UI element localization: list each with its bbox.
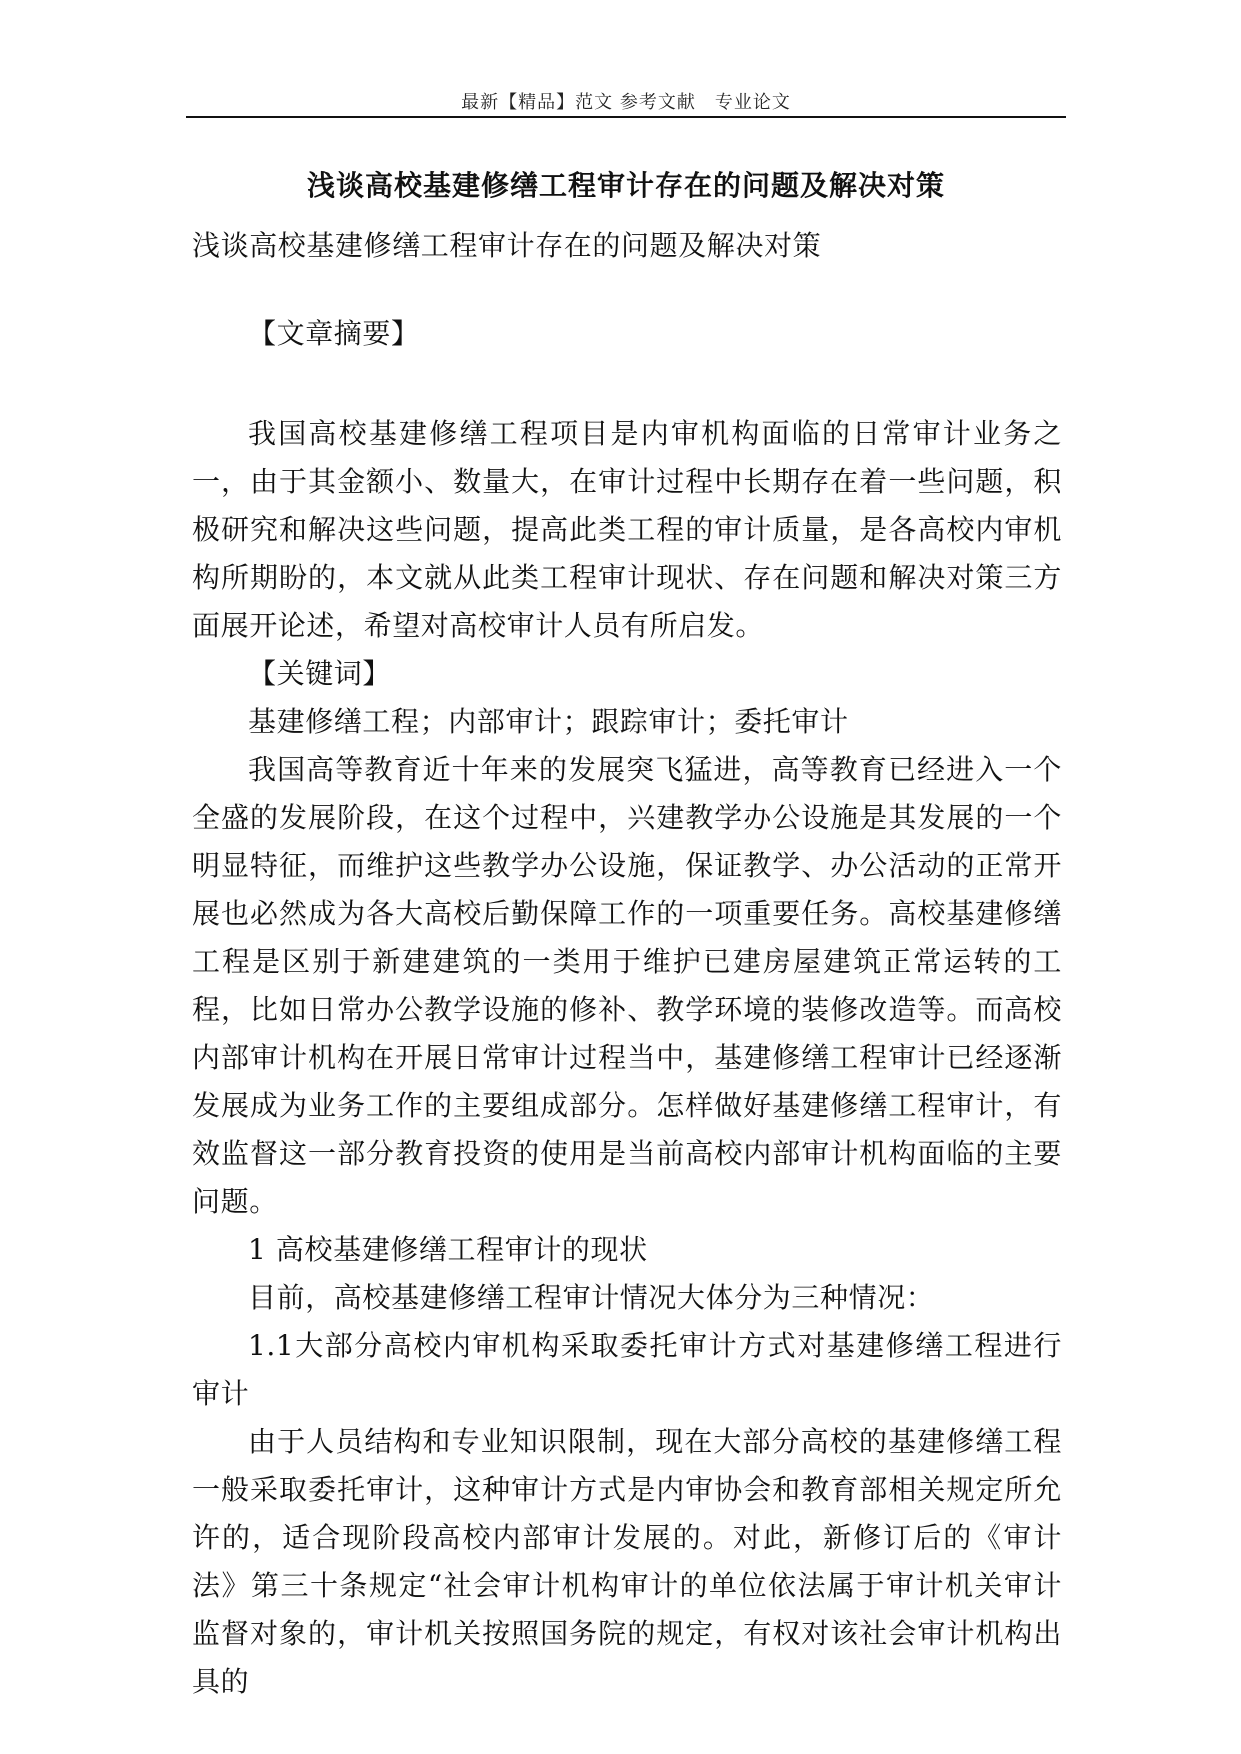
abstract-paragraph: 我国高校基建修缮工程项目是内审机构面临的日常审计业务之一，由于其金额小、数量大，在审计过程中长期存在着一些问题，积极研究和解决这些问题，提高此类工程的审计质量，是各高校内审机构所期盼的，本文就从此类工程审计现状、存在问题和解决对策三方面展开论述，希望对高校审计人员有所启发。: [192, 417, 1062, 642]
section-heading-1: 1 高校基建修缮工程审计的现状: [248, 1233, 648, 1266]
subsection-1-1-paragraph: 由于人员结构和专业知识限制，现在大部分高校的基建修缮工程一般采取委托审计，这种审计方式是内审协会和教育部相关规定所允许的，适合现阶段高校内部审计发展的。对此，新修订后的《审计法》第三十条规定“社会审计机构审计的单位依法属于审计机关审计监督对象的，审计机关按照国务院的规定，有权对该社会审计机构出具的: [192, 1425, 1062, 1698]
header-divider: [186, 116, 1066, 118]
document-subtitle: 浅谈高校基建修缮工程审计存在的问题及解决对策: [192, 229, 822, 262]
page-header: 最新【精品】范文 参考文献 专业论文: [461, 92, 791, 113]
section-1-intro: 目前，高校基建修缮工程审计情况大体分为三种情况：: [248, 1281, 935, 1314]
keywords-list: 基建修缮工程；内部审计；跟踪审计；委托审计: [248, 705, 849, 738]
abstract-heading: 【文章摘要】: [248, 317, 420, 350]
keywords-heading: 【关键词】: [248, 657, 392, 690]
document-title: 浅谈高校基建修缮工程审计存在的问题及解决对策: [306, 169, 945, 202]
document-body: [192, 222, 1062, 1706]
subsection-heading-1-1: 1.1大部分高校内审机构采取委托审计方式对基建修缮工程进行审计: [192, 1329, 1062, 1410]
intro-paragraph: 我国高等教育近十年来的发展突飞猛进，高等教育已经进入一个全盛的发展阶段，在这个过程中，兴建教学办公设施是其发展的一个明显特征，而维护这些教学办公设施，保证教学、办公活动的正常开展也必然成为各大高校后勤保障工作的一项重要任务。高校基建修缮工程是区别于新建建筑的一类用于维护已建房屋建筑正常运转的工程，比如日常办公教学设施的修补、教学环境的装修改造等。而高校内部审计机构在开展日常审计过程当中，基建修缮工程审计已经逐渐发展成为业务工作的主要组成部分。怎样做好基建修缮工程审计，有效监督这一部分教育投资的使用是当前高校内部审计机构面临的主要问题。: [192, 753, 1062, 1218]
